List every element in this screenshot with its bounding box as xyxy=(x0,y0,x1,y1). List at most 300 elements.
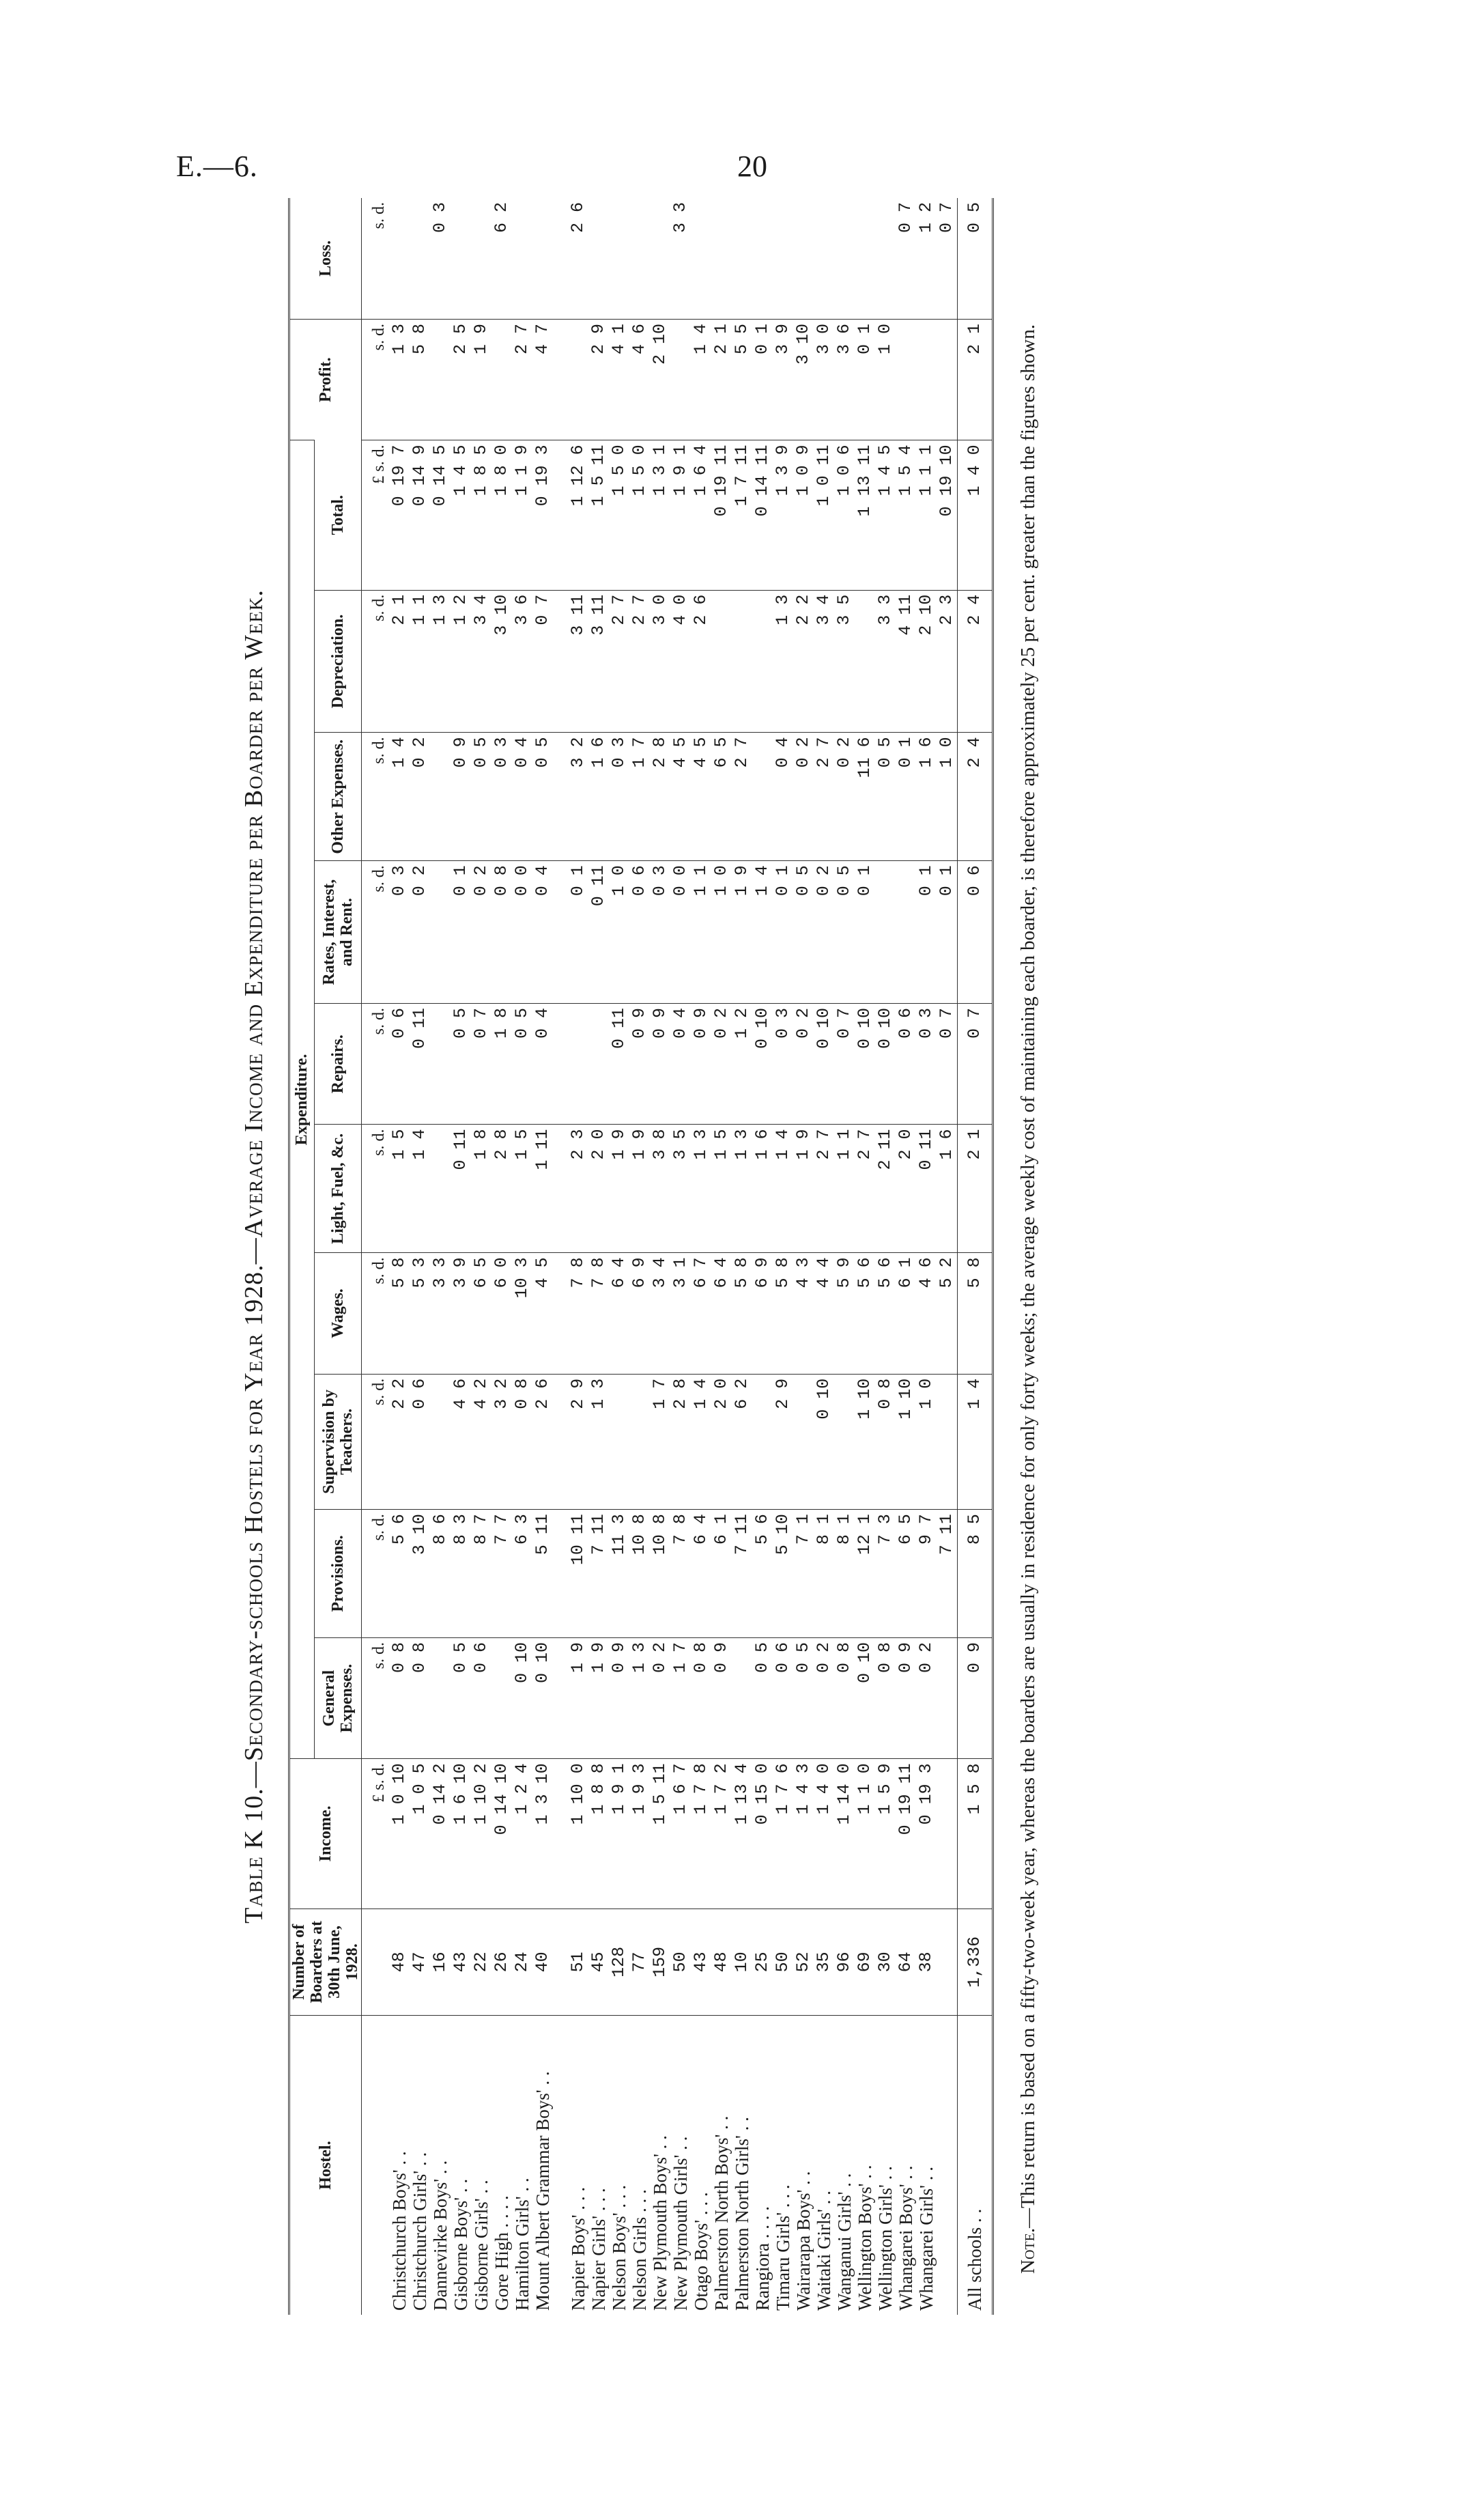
cell-repairs: 0 6 xyxy=(389,1004,410,1125)
cell-general xyxy=(937,1637,958,1758)
cell-total: 1 1 1 xyxy=(916,440,937,590)
cell-general: 0 8 xyxy=(410,1637,430,1758)
cell-general: 0 9 xyxy=(609,1637,629,1758)
unit-income: £ s. d. xyxy=(362,1759,390,1909)
cell-other: 1 4 xyxy=(389,733,410,861)
cell-hostel: Nelson Girls . . . xyxy=(629,2016,650,2315)
cell-repairs: 0 3 xyxy=(773,1004,793,1125)
spacer-cell xyxy=(553,1125,568,1253)
cell-provisions: 6 3 xyxy=(512,1510,532,1638)
cell-light: 1 4 xyxy=(773,1125,793,1253)
cell-light: 0 11 xyxy=(916,1125,937,1253)
spacer-cell xyxy=(553,440,568,590)
cell-hostel: Wellington Girls' . . xyxy=(875,2016,896,2315)
cell-supervision: 1 4 xyxy=(958,1374,993,1509)
cell-income: 1 1 0 xyxy=(855,1759,875,1909)
cell-hostel: Gisborne Girls' . . xyxy=(471,2016,491,2315)
table-row xyxy=(532,198,553,2315)
cell-rates xyxy=(896,861,916,1004)
cell-boarders: 22 xyxy=(471,1909,491,2016)
cell-rates: 0 2 xyxy=(410,861,430,1004)
cell-other: 1 7 xyxy=(629,733,650,861)
cell-depreciation: 1 1 xyxy=(410,590,430,733)
cell-rates: 1 0 xyxy=(609,861,629,1004)
cell-wages: 6 9 xyxy=(629,1253,650,1374)
table-row xyxy=(650,198,670,2315)
cell-total: 1 0 11 xyxy=(814,440,834,590)
cell-provisions: 7 11 xyxy=(937,1510,958,1638)
cell-repairs: 0 10 xyxy=(875,1004,896,1125)
cell-loss xyxy=(451,198,471,319)
cell-loss xyxy=(629,198,650,319)
cell-other: 0 2 xyxy=(410,733,430,861)
table-row xyxy=(512,198,532,2315)
cell-general: 0 2 xyxy=(814,1637,834,1758)
cell-hostel: Palmerston North Boys' . . xyxy=(711,2016,732,2315)
table-row xyxy=(609,198,629,2315)
cell-total: 1 0 9 xyxy=(793,440,814,590)
cell-depreciation xyxy=(855,590,875,733)
cell-supervision xyxy=(609,1374,629,1509)
cell-other: 2 4 xyxy=(958,733,993,861)
cell-provisions: 8 3 xyxy=(451,1510,471,1638)
table-row xyxy=(937,198,958,2315)
cell-supervision xyxy=(937,1374,958,1509)
cell-income: 1 8 8 xyxy=(588,1759,609,1909)
units-row xyxy=(362,198,390,2315)
table-title-prefix: Table K 10. xyxy=(240,1788,268,1924)
cell-profit: 2 1 xyxy=(711,319,732,440)
cell-profit xyxy=(896,319,916,440)
cell-boarders: 77 xyxy=(629,1909,650,2016)
cell-rates: 0 4 xyxy=(532,861,553,1004)
cell-hostel: Timaru Girls' . . . xyxy=(773,2016,793,2315)
header-general-expenses: General Expenses. xyxy=(314,1637,361,1758)
cell-other: 0 5 xyxy=(875,733,896,861)
cell-rates: 1 1 xyxy=(691,861,711,1004)
cell-total: 1 0 6 xyxy=(834,440,855,590)
spacer-cell xyxy=(553,1637,568,1758)
cell-provisions: 6 1 xyxy=(711,1510,732,1638)
cell-light: 2 3 xyxy=(568,1125,588,1253)
cell-hostel: Wairarapa Boys' . . xyxy=(793,2016,814,2315)
cell-rates: 0 1 xyxy=(855,861,875,1004)
cell-income: 1 4 0 xyxy=(814,1759,834,1909)
cell-income: 0 19 3 xyxy=(916,1759,937,1909)
cell-depreciation xyxy=(711,590,732,733)
table-row xyxy=(793,198,814,2315)
cell-hostel: All schools . . xyxy=(958,2016,993,2315)
cell-rates: 1 4 xyxy=(752,861,773,1004)
cell-hostel: Gore High . . . . xyxy=(491,2016,512,2315)
cell-total: 1 6 4 xyxy=(691,440,711,590)
cell-depreciation xyxy=(752,590,773,733)
unit-loss: s. d. xyxy=(370,202,388,229)
cell-income: 0 14 10 xyxy=(491,1759,512,1909)
cell-boarders: 50 xyxy=(773,1909,793,2016)
cell-wages: 4 5 xyxy=(532,1253,553,1374)
cell-provisions: 8 5 xyxy=(958,1510,993,1638)
cell-supervision: 1 0 xyxy=(916,1374,937,1509)
cell-income: 1 7 8 xyxy=(691,1759,711,1909)
cell-general: 0 8 xyxy=(691,1637,711,1758)
cell-wages: 3 4 xyxy=(650,1253,670,1374)
cell-general: 0 10 xyxy=(532,1637,553,1758)
cell-depreciation: 3 4 xyxy=(814,590,834,733)
unit-general: s. d. xyxy=(362,1637,390,1758)
cell-supervision xyxy=(834,1374,855,1509)
cell-total: 0 19 10 xyxy=(937,440,958,590)
cell-provisions: 5 6 xyxy=(752,1510,773,1638)
cell-light: 1 6 xyxy=(752,1125,773,1253)
cell-repairs: 0 10 xyxy=(752,1004,773,1125)
cell-general: 0 10 xyxy=(512,1637,532,1758)
table-row xyxy=(711,198,732,2315)
cell-general: 0 9 xyxy=(958,1637,993,1758)
cell-rates: 0 6 xyxy=(629,861,650,1004)
cell-total: 0 14 9 xyxy=(410,440,430,590)
table-row xyxy=(588,198,609,2315)
cell-light: 1 9 xyxy=(609,1125,629,1253)
cell-wages: 3 3 xyxy=(430,1253,451,1374)
cell-hostel: Whangarei Girls' . . xyxy=(916,2016,937,2315)
cell-provisions: 10 8 xyxy=(629,1510,650,1638)
cell-income: 1 14 0 xyxy=(834,1759,855,1909)
cell-supervision: 1 10 xyxy=(855,1374,875,1509)
cell-profit: 3 6 xyxy=(834,319,855,440)
cell-profit: 3 10 xyxy=(793,319,814,440)
cell-rates: 0 2 xyxy=(814,861,834,1004)
table-row xyxy=(451,198,471,2315)
cell-depreciation: 3 4 xyxy=(471,590,491,733)
cell-supervision: 2 0 xyxy=(711,1374,732,1509)
cell-depreciation: 3 10 xyxy=(491,590,512,733)
cell-total: 1 4 5 xyxy=(875,440,896,590)
cell-loss: 2 6 xyxy=(568,202,588,234)
cell-repairs: 0 5 xyxy=(512,1004,532,1125)
cell-income: 1 4 3 xyxy=(793,1759,814,1909)
cell-light: 2 7 xyxy=(855,1125,875,1253)
cell-wages: 4 4 xyxy=(814,1253,834,1374)
header-supervision: Supervision by Teachers. xyxy=(314,1374,361,1509)
table-row xyxy=(875,198,896,2315)
cell-supervision: 2 6 xyxy=(532,1374,553,1509)
cell-provisions: 7 8 xyxy=(670,1510,691,1638)
cell-supervision: 1 10 xyxy=(896,1374,916,1509)
cell-hostel: Rangiora . . . . xyxy=(752,2016,773,2315)
cell-hostel: Wellington Boys' . . xyxy=(855,2016,875,2315)
cell-boarders: 35 xyxy=(814,1909,834,2016)
cell-income: 1 9 1 xyxy=(609,1759,629,1909)
cell-total: 1 13 11 xyxy=(855,440,875,590)
cell-profit: 2 1 xyxy=(958,319,993,440)
cell-hostel: Gisborne Boys' . . xyxy=(451,2016,471,2315)
cell-depreciation: 2 7 xyxy=(629,590,650,733)
cell-light: 2 0 xyxy=(896,1125,916,1253)
cell-supervision xyxy=(629,1374,650,1509)
cell-other: 0 1 xyxy=(896,733,916,861)
cell-supervision xyxy=(793,1374,814,1509)
cell-supervision: 2 9 xyxy=(773,1374,793,1509)
cell-wages: 4 6 xyxy=(916,1253,937,1374)
header-income: Income. xyxy=(289,1759,362,1909)
cell-supervision: 3 2 xyxy=(491,1374,512,1509)
cell-light: 2 0 xyxy=(588,1125,609,1253)
unit-provisions: s. d. xyxy=(362,1510,390,1638)
unit-rates: s. d. xyxy=(362,861,390,1004)
cell-depreciation: 2 4 xyxy=(958,590,993,733)
cell-income: 1 13 4 xyxy=(732,1759,752,1909)
table-row xyxy=(855,198,875,2315)
cell-loss xyxy=(609,198,629,319)
cell-general: 1 9 xyxy=(568,1637,588,1758)
cell-general: 1 7 xyxy=(670,1637,691,1758)
cell-boarders: 48 xyxy=(389,1909,410,2016)
cell-hostel: Napier Boys' . . . xyxy=(568,2016,588,2315)
cell-income: 1 5 8 xyxy=(958,1759,993,1909)
cell-provisions: 7 11 xyxy=(588,1510,609,1638)
document-reference: E.—6. xyxy=(176,150,258,183)
cell-total: 1 12 6 xyxy=(568,440,588,590)
cell-light xyxy=(430,1125,451,1253)
table-row xyxy=(389,198,410,2315)
cell-supervision: 1 4 xyxy=(691,1374,711,1509)
cell-profit: 1 9 xyxy=(471,319,491,440)
total-row xyxy=(958,198,993,2315)
cell-rates: 0 0 xyxy=(512,861,532,1004)
header-loss: Loss. xyxy=(289,198,362,319)
cell-other: 2 8 xyxy=(650,733,670,861)
cell-supervision: 1 7 xyxy=(650,1374,670,1509)
cell-loss xyxy=(512,198,532,319)
table-row xyxy=(568,198,588,2315)
cell-other: 0 4 xyxy=(773,733,793,861)
table-row xyxy=(916,198,937,2315)
cell-loss: 0 7 xyxy=(937,202,956,234)
cell-loss: 0 5 xyxy=(958,198,993,319)
cell-general: 0 2 xyxy=(650,1637,670,1758)
cell-other: 4 5 xyxy=(691,733,711,861)
table-row xyxy=(752,198,773,2315)
cell-wages: 5 6 xyxy=(855,1253,875,1374)
cell-boarders: 159 xyxy=(650,1909,670,2016)
cell-loss xyxy=(588,198,609,319)
cell-loss: 1 2 xyxy=(916,202,936,234)
cell-other: 0 3 xyxy=(491,733,512,861)
cell-repairs: 0 9 xyxy=(650,1004,670,1125)
cell-total: 0 19 7 xyxy=(389,440,410,590)
spacer-cell xyxy=(553,733,568,861)
cell-depreciation: 2 2 xyxy=(793,590,814,733)
unit-hostel xyxy=(362,2016,390,2315)
cell-depreciation: 0 7 xyxy=(532,590,553,733)
cell-repairs: 0 10 xyxy=(855,1004,875,1125)
cell-hostel xyxy=(937,2016,958,2315)
spacer-cell xyxy=(553,861,568,1004)
cell-depreciation: 3 11 xyxy=(588,590,609,733)
cell-provisions: 3 10 xyxy=(410,1510,430,1638)
cell-boarders: 38 xyxy=(916,1909,937,2016)
cell-other: 2 7 xyxy=(732,733,752,861)
cell-boarders: 25 xyxy=(752,1909,773,2016)
cell-repairs: 0 10 xyxy=(814,1004,834,1125)
cell-other: 0 5 xyxy=(471,733,491,861)
cell-hostel: Whangarei Boys' . . xyxy=(896,2016,916,2315)
spacer-cell xyxy=(553,1510,568,1638)
cell-general: 0 9 xyxy=(896,1637,916,1758)
cell-repairs xyxy=(588,1004,609,1125)
spacer-cell xyxy=(553,1253,568,1374)
cell-profit: 1 4 xyxy=(691,319,711,440)
cell-other: 1 6 xyxy=(588,733,609,861)
cell-total: 0 19 11 xyxy=(711,440,732,590)
cell-general: 0 5 xyxy=(793,1637,814,1758)
cell-profit: 3 0 xyxy=(814,319,834,440)
cell-repairs: 0 7 xyxy=(937,1004,958,1125)
cell-depreciation: 3 6 xyxy=(512,590,532,733)
table-row xyxy=(430,198,451,2315)
cell-profit: 1 3 xyxy=(389,319,410,440)
page-header xyxy=(0,149,1484,190)
cell-rates: 0 6 xyxy=(958,861,993,1004)
cell-rates: 0 5 xyxy=(793,861,814,1004)
cell-repairs: 0 9 xyxy=(691,1004,711,1125)
cell-supervision: 0 8 xyxy=(512,1374,532,1509)
cell-rates: 1 0 xyxy=(711,861,732,1004)
cell-supervision: 4 6 xyxy=(451,1374,471,1509)
cell-wages: 5 8 xyxy=(773,1253,793,1374)
cell-boarders: 50 xyxy=(670,1909,691,2016)
cell-hostel: Wanganui Girls' . . xyxy=(834,2016,855,2315)
cell-general: 0 5 xyxy=(451,1637,471,1758)
cell-rates: 1 9 xyxy=(732,861,752,1004)
spacer-cell xyxy=(553,1759,568,1909)
cell-wages: 3 9 xyxy=(451,1253,471,1374)
cell-wages: 3 1 xyxy=(670,1253,691,1374)
cell-light: 1 3 xyxy=(732,1125,752,1253)
cell-profit xyxy=(937,319,958,440)
cell-profit xyxy=(670,319,691,440)
cell-hostel: Nelson Boys' . . . xyxy=(609,2016,629,2315)
table-title xyxy=(239,198,270,2315)
cell-supervision: 2 8 xyxy=(670,1374,691,1509)
cell-light: 3 5 xyxy=(670,1125,691,1253)
cell-total: 1 3 1 xyxy=(650,440,670,590)
cell-boarders: 69 xyxy=(855,1909,875,2016)
cell-general xyxy=(491,1637,512,1758)
table-row xyxy=(691,198,711,2315)
cell-rates: 0 1 xyxy=(937,861,958,1004)
cell-general: 1 9 xyxy=(588,1637,609,1758)
cell-income: 1 6 7 xyxy=(670,1759,691,1909)
cell-depreciation: 3 11 xyxy=(568,590,588,733)
cell-boarders: 47 xyxy=(410,1909,430,2016)
cell-general: 0 8 xyxy=(834,1637,855,1758)
header-hostel: Hostel. xyxy=(289,2016,362,2315)
cell-light: 2 11 xyxy=(875,1125,896,1253)
cell-income: 1 6 10 xyxy=(451,1759,471,1909)
cell-loss xyxy=(691,198,711,319)
cell-provisions: 6 5 xyxy=(896,1510,916,1638)
cell-profit: 5 5 xyxy=(732,319,752,440)
cell-supervision: 0 8 xyxy=(875,1374,896,1509)
spacer-cell xyxy=(553,198,568,319)
header-boarders: Number of Boarders at 30th June, 1928. xyxy=(289,1909,362,2016)
cell-depreciation: 1 3 xyxy=(430,590,451,733)
cell-general xyxy=(430,1637,451,1758)
header-light-fuel: Light, Fuel, &c. xyxy=(314,1125,361,1253)
cell-repairs: 0 7 xyxy=(834,1004,855,1125)
cell-wages: 6 7 xyxy=(691,1253,711,1374)
cell-repairs: 0 11 xyxy=(410,1004,430,1125)
unit-wages: s. d. xyxy=(362,1253,390,1374)
header-wages: Wages. xyxy=(314,1253,361,1374)
cell-supervision xyxy=(752,1374,773,1509)
cell-rates: 0 3 xyxy=(389,861,410,1004)
cell-boarders: 128 xyxy=(609,1909,629,2016)
cell-loss xyxy=(875,198,896,319)
cell-income: 0 14 2 xyxy=(430,1759,451,1909)
cell-depreciation xyxy=(732,590,752,733)
cell-hostel: Mount Albert Grammar Boys' . . xyxy=(532,2016,553,2315)
cell-profit: 1 0 xyxy=(875,319,896,440)
header-depreciation: Depreciation. xyxy=(314,590,361,733)
cell-wages: 5 8 xyxy=(389,1253,410,1374)
cell-other: 3 2 xyxy=(568,733,588,861)
cell-provisions: 11 3 xyxy=(609,1510,629,1638)
cell-depreciation: 1 2 xyxy=(451,590,471,733)
cell-provisions: 10 11 xyxy=(568,1510,588,1638)
table-row xyxy=(773,198,793,2315)
cell-loss xyxy=(410,198,430,319)
cell-depreciation: 3 3 xyxy=(875,590,896,733)
cell-wages: 6 4 xyxy=(609,1253,629,1374)
cell-provisions: 5 11 xyxy=(532,1510,553,1638)
cell-boarders: 96 xyxy=(834,1909,855,2016)
note-label: Note. xyxy=(1017,2227,1039,2274)
cell-wages: 10 3 xyxy=(512,1253,532,1374)
cell-total: 1 5 4 xyxy=(896,440,916,590)
header-repairs: Repairs. xyxy=(314,1004,361,1125)
cell-provisions: 7 3 xyxy=(875,1510,896,1638)
cell-repairs xyxy=(430,1004,451,1125)
cell-hostel: Otago Boys' . . . xyxy=(691,2016,711,2315)
cell-profit: 2 9 xyxy=(588,319,609,440)
cell-supervision: 6 2 xyxy=(732,1374,752,1509)
cell-rates: 0 1 xyxy=(916,861,937,1004)
cell-rates: 0 1 xyxy=(568,861,588,1004)
cell-provisions: 10 8 xyxy=(650,1510,670,1638)
cell-wages: 6 1 xyxy=(896,1253,916,1374)
cell-income: 1 7 2 xyxy=(711,1759,732,1909)
cell-boarders: 43 xyxy=(451,1909,471,2016)
cell-rates: 0 8 xyxy=(491,861,512,1004)
cell-income: 1 5 11 xyxy=(650,1759,670,1909)
cell-depreciation: 1 3 xyxy=(773,590,793,733)
cell-other: 0 9 xyxy=(451,733,471,861)
cell-loss: 0 3 xyxy=(430,202,450,234)
cell-light: 1 5 xyxy=(512,1125,532,1253)
cell-profit xyxy=(430,319,451,440)
cell-provisions: 9 7 xyxy=(916,1510,937,1638)
cell-boarders: 16 xyxy=(430,1909,451,2016)
unit-total: £ s. d. xyxy=(362,440,390,590)
cell-light: 1 9 xyxy=(793,1125,814,1253)
cell-wages: 5 3 xyxy=(410,1253,430,1374)
cell-provisions: 8 1 xyxy=(814,1510,834,1638)
cell-other: 1 6 xyxy=(916,733,937,861)
cell-depreciation: 2 7 xyxy=(609,590,629,733)
